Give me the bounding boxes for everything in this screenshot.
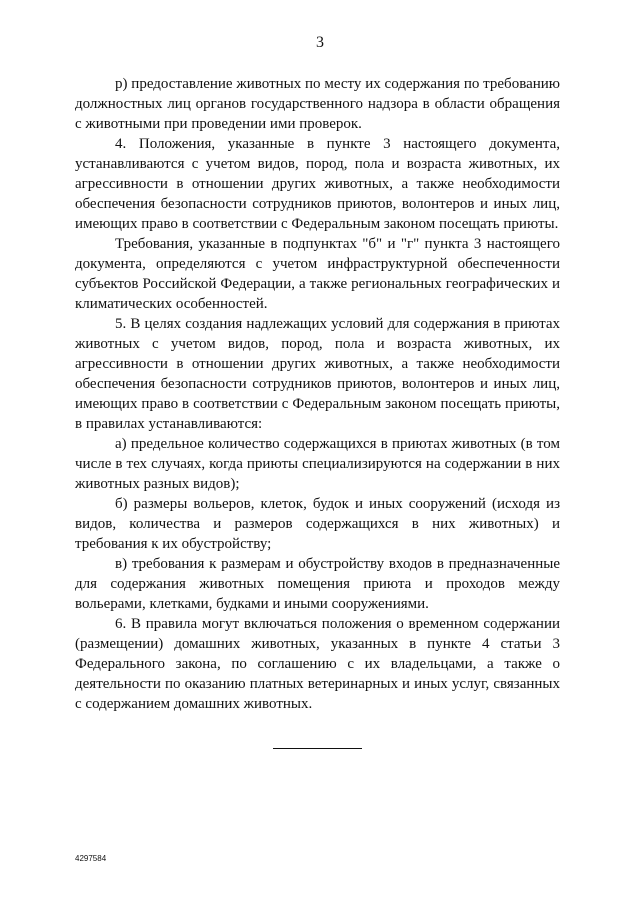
paragraph-r: р) предоставление животных по месту их содержания по требованию должностных лиц органов государственного надзора в области обращения с животными при проведении ими проверок. bbox=[75, 76, 560, 132]
end-divider bbox=[273, 748, 362, 749]
paragraph-5a: а) предельное количество содержащихся в приютах животных (в том числе в тех случаях, когда приюты специализируются на содержании в них животных разных видов); bbox=[75, 436, 560, 492]
document-code: 4297584 bbox=[75, 854, 107, 863]
paragraph-5v: в) требования к размерам и обустройству входов в предназначенные для содержания животных помещения приюта и проходов между вольерами, клетками, будками и иными сооружениями. bbox=[75, 556, 560, 612]
paragraph-requirements: Требования, указанные в подпунктах "б" и "г" пункта 3 настоящего документа, определяются с учетом инфраструктурной обеспеченности субъектов Российской Федерации, а также региональных географических и климатических особенностей. bbox=[75, 236, 560, 312]
paragraph-4: 4. Положения, указанные в пункте 3 настоящего документа, устанавливаются с учетом видов, пород, пола и возраста животных, их агрессивности в отношении других животных, а также необходимости обеспечения безопасности сотрудников приютов, волонтеров и иных лиц, имеющих право в соответствии с Федеральным законом посещать приюты. bbox=[75, 136, 560, 232]
paragraph-6: 6. В правила могут включаться положения о временном содержании (размещении) домашних животных, указанных в пункте 4 статьи 3 Федерального закона, по соглашению с их владельцами, а также о деятельности по оказанию платных ветеринарных и иных услуг, связанных с содержанием домашних животных. bbox=[75, 616, 560, 712]
paragraph-5b: б) размеры вольеров, клеток, будок и иных сооружений (исходя из видов, количества и размеров содержащихся в них животных) и требования к их обустройству; bbox=[75, 496, 560, 552]
document-body bbox=[75, 74, 560, 714]
paragraph-5: 5. В целях создания надлежащих условий для содержания в приютах животных с учетом видов, пород, пола и возраста животных, их агрессивности в отношении других животных, а также необходимости обеспечения безопасности сотрудников приютов, волонтеров и иных лиц, имеющих право в соответствии с Федеральным законом посещать приюты, в правилах устанавливаются: bbox=[75, 316, 560, 432]
page-number: 3 bbox=[316, 34, 324, 51]
